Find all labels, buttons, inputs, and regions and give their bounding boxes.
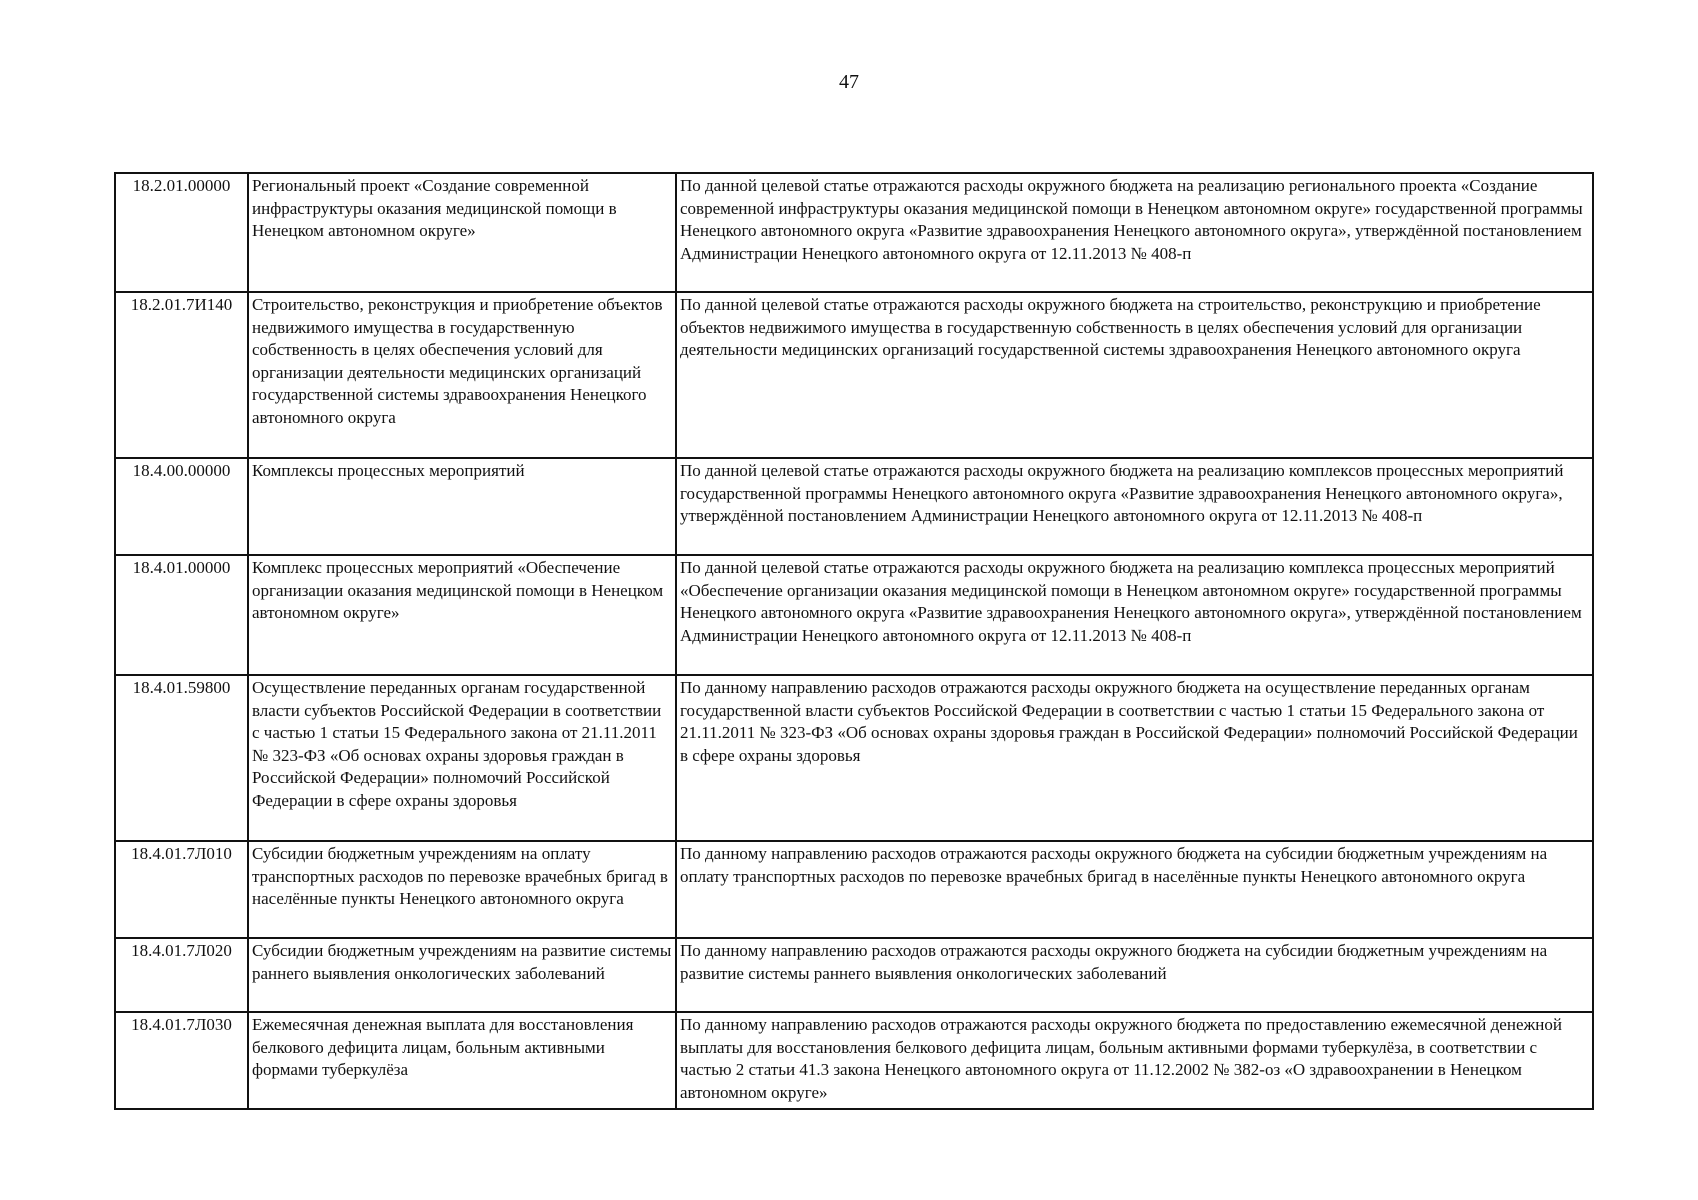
target-article-description: По данной целевой статье отражаются расходы окружного бюджета на реализацию регионального проекта «Создание современной инфраструктуры оказания медицинской помощи в Ненецком автономном округе» государственной программы Ненецкого автономного округа «Развитие здравоохранения Ненецкого автономного округа», утверждённой постановлением Администрации Ненецкого автономного округа от 12.11.2013 № 408-п (676, 173, 1593, 292)
target-article-description: По данной целевой статье отражаются расходы окружного бюджета на реализацию комплексов процессных мероприятий государственной программы Ненецкого автономного округа «Развитие здравоохранения Ненецкого автономного округа», утверждённой постановлением Администрации Ненецкого автономного округа от 12.11.2013 № 408-п (676, 458, 1593, 555)
table-row (115, 555, 1593, 675)
table-row (115, 458, 1593, 555)
target-article-code: 18.4.01.7Л030 (115, 1012, 248, 1109)
target-article-description: По данной целевой статье отражаются расходы окружного бюджета на реализацию комплекса процессных мероприятий «Обеспечение организации оказания медицинской помощи в Ненецком автономном округе» государственной программы Ненецкого автономного округа «Развитие здравоохранения Ненецкого автономного округа», утверждённой постановлением Администрации Ненецкого автономного округа от 12.11.2013 № 408-п (676, 555, 1593, 675)
target-article-description: По данной целевой статье отражаются расходы окружного бюджета на строительство, реконструкцию и приобретение объектов недвижимого имущества в государственную собственность в целях обеспечения условий для организации деятельности медицинских организаций государственной системы здравоохранения Ненецкого автономного округа (676, 292, 1593, 458)
target-article-description: По данному направлению расходов отражаются расходы окружного бюджета на субсидии бюджетным учреждениям на развитие системы раннего выявления онкологических заболеваний (676, 938, 1593, 1012)
target-article-name: Субсидии бюджетным учреждениям на оплату транспортных расходов по перевозке врачебных бригад в населённые пункты Ненецкого автономного округа (248, 841, 676, 938)
target-article-description: По данному направлению расходов отражаются расходы окружного бюджета на субсидии бюджетным учреждениям на оплату транспортных расходов по перевозке врачебных бригад в населённые пункты Ненецкого автономного округа (676, 841, 1593, 938)
target-article-code: 18.4.01.7Л020 (115, 938, 248, 1012)
target-article-code: 18.2.01.00000 (115, 173, 248, 292)
target-article-name: Комплекс процессных мероприятий «Обеспечение организации оказания медицинской помощи в Ненецком автономном округе» (248, 555, 676, 675)
budget-classification-table (114, 172, 1594, 1110)
target-article-name: Ежемесячная денежная выплата для восстановления белкового дефицита лицам, больным активными формами туберкулёза (248, 1012, 676, 1109)
target-article-name: Осуществление переданных органам государственной власти субъектов Российской Федерации в соответствии с частью 1 статьи 15 Федерального закона от 21.11.2011 № 323-ФЗ «Об основах охраны здоровья граждан в Российской Федерации» полномочий Российской Федерации в сфере охраны здоровья (248, 675, 676, 841)
target-article-name: Комплексы процессных мероприятий (248, 458, 676, 555)
target-article-name: Строительство, реконструкция и приобретение объектов недвижимого имущества в государственную собственность в целях обеспечения условий для организации деятельности медицинских организаций государственной системы здравоохранения Ненецкого автономного округа (248, 292, 676, 458)
target-article-code: 18.4.00.00000 (115, 458, 248, 555)
table-row (115, 675, 1593, 841)
target-article-name: Субсидии бюджетным учреждениям на развитие системы раннего выявления онкологических заболеваний (248, 938, 676, 1012)
target-article-code: 18.4.01.00000 (115, 555, 248, 675)
target-article-code: 18.2.01.7И140 (115, 292, 248, 458)
table-row (115, 1012, 1593, 1109)
table-row (115, 841, 1593, 938)
table-row (115, 938, 1593, 1012)
target-article-description: По данному направлению расходов отражаются расходы окружного бюджета на осуществление переданных органам государственной власти субъектов Российской Федерации в соответствии с частью 1 статьи 15 Федерального закона от 21.11.2011 № 323-ФЗ «Об основах охраны здоровья граждан в Российской Федерации» полномочий Российской Федерации в сфере охраны здоровья (676, 675, 1593, 841)
page-number: 47 (839, 71, 859, 93)
target-article-code: 18.4.01.59800 (115, 675, 248, 841)
table-row (115, 292, 1593, 458)
target-article-name: Региональный проект «Создание современной инфраструктуры оказания медицинской помощи в Ненецком автономном округе» (248, 173, 676, 292)
target-article-code: 18.4.01.7Л010 (115, 841, 248, 938)
target-article-description: По данному направлению расходов отражаются расходы окружного бюджета по предоставлению ежемесячной денежной выплаты для восстановления белкового дефицита лицам, больным активными формами туберкулёза, в соответствии с частью 2 статьи 41.3 закона Ненецкого автономного округа от 11.12.2002 № 382-оз «О здравоохранении в Ненецком автономном округе» (676, 1012, 1593, 1109)
table-row (115, 173, 1593, 292)
